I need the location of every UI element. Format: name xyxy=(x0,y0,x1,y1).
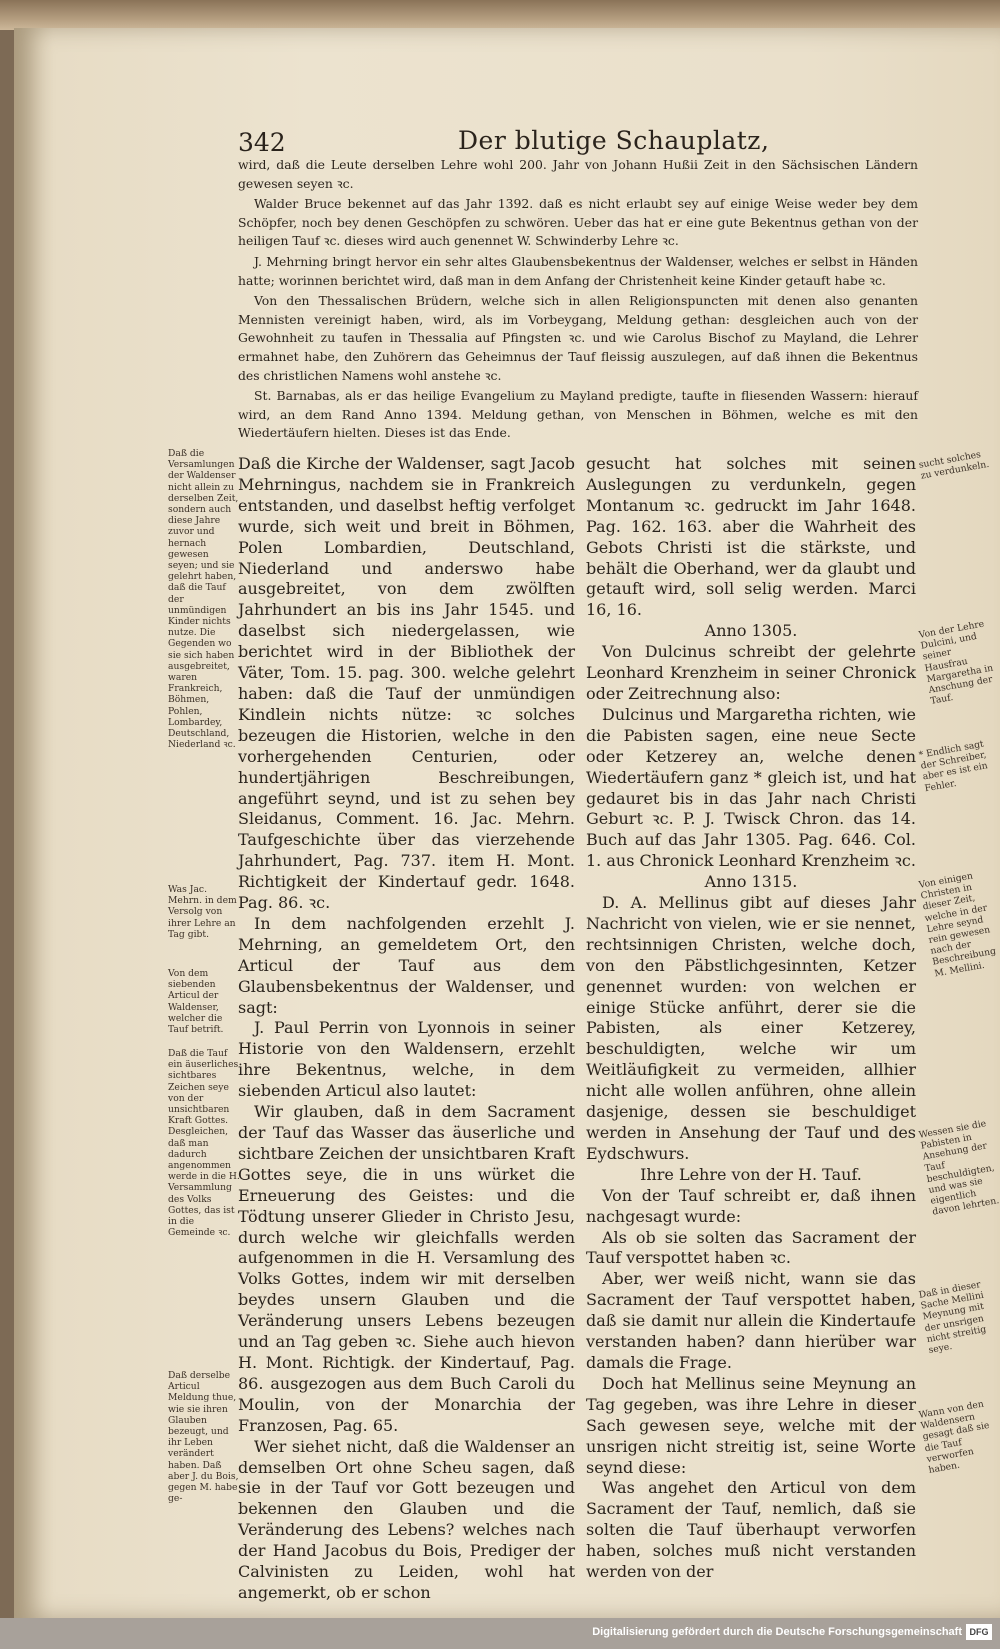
body-paragraph: Daß die Kirche der Waldenser, sagt Jacob Mehrningus, nachdem sie in Frankreich entstanden, und daselbst heftig verfolget wurde, sich weit und breit in Böhmen, Polen Lombardien, Deutschland, Niederland und anderswo habe ausgebreitet, von dem zwölften Jahrhundert an bis ins Jahr 1545. und daselbst sich niedergelassen, wie berichtet wird in der Bibliothek der Väter, Tom. 15. pag. 300. welche gelehrt haben: daß die Tauf der unmündigen Kindlein nichts nütze: ꝛc solches bezeugen die Historien, welche in den vorhergehenden Centurien, oder hundertjährigen Beschreibungen, angeführt seynd, und ist zu sehen bey Sleidanus, Comment. 16. Jac. Mehrn. Taufgeschichte über das vierzehende Jahrhundert, Pag. 737. item H. Mont. Richtigkeit der Kindertauf gedr. 1648. Pag. 86. ꝛc. xyxy=(238,454,575,913)
left-column xyxy=(238,454,575,1604)
margin-note-left: Was Jac. Mehrn. in dem Versolg von ihrer Lehre an Tag gibt. xyxy=(168,884,237,940)
year-heading: Anno 1305. xyxy=(704,621,798,641)
margin-note-left: Daß derselbe Articul Meldung thue, wie sie ihren Glauben bezeugt, und ihr Leben verändert haben. Daß aber J. du Bois, gegen M. habe ge- xyxy=(168,1370,239,1505)
section-subheading: Ihre Lehre von der H. Tauf. xyxy=(640,1164,862,1184)
body-paragraph: Aber, wer weiß nicht, wann sie das Sacrament der Tauf verspottet haben, daß sie damit nur allein die Kindertaufe verstanden haben? dann hierüber war damals die Frage. xyxy=(586,1269,916,1372)
margin-note-left: Daß die Versamlungen der Waldenser nicht allein zu derselben Zeit, sondern auch diese Jahre zuvor und hernach gewesen seyen; und sie gelehrt haben, daß die Tauf der unmündigen Kinder nichts nutze. Die Gegenden wo sie sich haben ausgebreitet, waren Frankreich, Böhmen, Pohlen, Lombardey, Deutschland, Niederland ꝛc. xyxy=(168,448,239,751)
body-paragraph: D. A. Mellinus gibt auf dieses Jahr Nachricht von vielen, wie er sie nennet, rechtsinnigen Christen, welche doch, von den Päbstlichgesinnten, Ketzer genennet wurden: von welchen er einige Stücke anführt, derer sie die Pabisten, als einer Ketzerey, beschuldigten, welche wir um Weitläufigkeit zu vermeiden, allhier nicht alle wollen anführen, ohne allein dasjenige, dessen sie beschuldiget werden in Ansehung der Tauf und des Eydschwurs. xyxy=(586,893,916,1163)
year-heading: Anno 1315. xyxy=(704,872,798,892)
margin-note-right: * Endlich sagt der Schreiber, aber es ist ein Fehler. xyxy=(918,738,989,794)
margin-note-right: Wann von den Waldensern gesagt daß sie die Tauf verworfen haben. xyxy=(918,1398,991,1476)
running-head: Der blutige Schauplatz, xyxy=(458,126,770,155)
body-paragraph: Was angehet den Articul von dem Sacrament der Tauf, nemlich, daß sie solten die Tauf überhaupt verworfen haben, solches muß nicht verstanden werden von der xyxy=(586,1478,916,1582)
intro-paragraph: wird, daß die Leute derselben Lehre wohl 200. Jahr von Johann Hußii Zeit in den Sächsischen Ländern gewesen seyen ꝛc. xyxy=(238,157,918,191)
funding-note: Digitalisierung gefördert durch die Deutsche Forschungsgemeinschaft xyxy=(592,1626,962,1638)
footer-bar xyxy=(0,1618,1000,1649)
body-paragraph: Als ob sie solten das Sacrament der Tauf verspottet haben ꝛc. xyxy=(586,1227,916,1268)
margin-note-left: Daß die Tauf ein äuserliches sichtbares Zeichen seye von der unsichtbaren Kraft Gottes. Desgleichen, daß man dadurch angenommen werde in die H. Versammlung des Volks Gottes, das ist in die Gemeinde ꝛc. xyxy=(168,1048,240,1239)
body-paragraph: Doch hat Mellinus seine Meynung an Tag gegeben, was ihre Lehre in dieser Sach gewesen seye, welche mit der unsrigen nicht streitig ist, seine Worte seynd diese: xyxy=(586,1373,916,1477)
margin-note-left: Von dem siebenden Articul der Waldenser, welcher die Tauf betrift. xyxy=(168,968,224,1036)
dfg-logo: DFG xyxy=(966,1624,992,1640)
margin-note-right: sucht solches zu verdunkeln. xyxy=(918,449,991,482)
intro-block xyxy=(238,156,918,445)
body-paragraph: Wer siehet nicht, daß die Waldenser an demselben Ort ohne Scheu sagen, daß sie in der Tauf vor Gott bezeugen und bekennen den Glauben und die Veränderung des Lebens? welches nach der Hand Jacobus du Bois, Prediger der Calvinisten zu Leiden, wohl hat angemerkt, ob er schon xyxy=(238,1436,575,1602)
body-paragraph: Wir glauben, daß in dem Sacrament der Tauf das Wasser das äuserliche und sichtbare Zeichen der unsichtbaren Kraft Gottes seye, die in uns würket die Erneuerung des Geistes: und die Tödtung unserer Glieder in Christo Jesu, durch welche wir gleichfalls werden aufgenommen in die H. Versamlung des Volks Gottes, indem wir mit derselben beydes unsern Glauben und die Veränderung unsers Lebens bezeugen und an Tag geben ꝛc. Siehe auch hievon H. Mont. Richtigk. der Kindertauf, Pag. 86. ausgezogen aus dem Buch Caroli du Moulin, von der Monarchia der Franzosen, Pag. 65. xyxy=(238,1102,575,1435)
intro-paragraph: Von den Thessalischen Brüdern, welche sich in allen Religionspuncten mit denen also genanten Mennisten vereinigt haben, wird, als im Vorbeygang, Meldung gethan: desgleichen auch von der Gewohnheit zu taufen in Thessalia auf Pfingsten ꝛc. und wie Carolus Bischof zu Mayland, die Lehrer ermahnet habe, den Zuhörern das Geheimnus der Tauf fleissig auszulegen, auf daß ihnen die Bekentnus des christlichen Namens wohl anstehe ꝛc. xyxy=(238,293,918,383)
margin-note-right: Von der Lehre Dulcini, und seiner Hausfrau Margaretha in Anschung der Tauf. xyxy=(918,618,994,708)
margin-note-right: Daß in dieser Sache Mellini Meynung mit der unsrigen nicht streitig seye. xyxy=(918,1279,987,1356)
body-paragraph: gesucht hat solches mit seinen Auslegungen zu verdunkeln, gegen Montanum ꝛc. gedruckt im Jahr 1648. Pag. 162. 163. aber die Wahrheit des Gebots Christi ist die stärkste, und behält die Oberhand, wer da glaubt und getauft wird, soll selig werden. Marci 16, 16. xyxy=(586,454,916,620)
right-column xyxy=(586,454,916,1583)
body-paragraph: Von Dulcinus schreibt der gelehrte Leonhard Krenzheim in seiner Chronick oder Zeitrechnung also: xyxy=(586,642,916,703)
margin-note-right: Wessen sie die Pabisten in Ansehung der Tauf beschuldigten, und was sie eigentlich davon lehrten. xyxy=(918,1118,1000,1219)
intro-paragraph: J. Mehrning bringt hervor ein sehr altes Glaubensbekentnus der Waldenser, welches er selbst in Händen hatte; worinnen berichtet wird, daß man in dem Anfang der Christenheit keine Kinder getauft habe ꝛc. xyxy=(238,253,918,288)
intro-paragraph: St. Barnabas, als er das heilige Evangelium zu Mayland predigte, taufte in fliesenden Wassern: hierauf wird, an dem Rand Anno 1394. Meldung gethan, von Menschen in Böhmen, welche es mit den Wiedertäufern hielten. Dieses ist das Ende. xyxy=(238,388,918,441)
intro-paragraph: Walder Bruce bekennet auf das Jahr 1392. daß es nicht erlaubt sey auf einige Weise weder bey dem Schöpfer, noch bey denen Geschöpfen zu schwören. Ueber das hat er eine gute Bekentnus gethan von der heiligen Tauf ꝛc. dieses wird auch genennet W. Schwinderby Lehre ꝛc. xyxy=(238,196,918,249)
body-paragraph: Von der Tauf schreibt er, daß ihnen nachgesagt wurde: xyxy=(586,1185,916,1226)
margin-note-right: Von einigen Christen in dieser Zeit, welche in der Lehre seynd rein gewesen nach der Beschreibung M. Mellini. xyxy=(918,870,997,980)
body-paragraph: J. Paul Perrin von Lyonnois in seiner Historie von den Waldensern, erzehlt ihre Bekentnus, welche, in dem siebenden Articul also lautet: xyxy=(238,1018,575,1101)
body-paragraph: In dem nachfolgenden erzehlt J. Mehrning, an gemeldetem Ort, den Articul der Tauf aus dem Glaubensbekentnus der Waldenser, und sagt: xyxy=(238,913,575,1017)
book-top-edge xyxy=(0,0,1000,30)
page-number: 342 xyxy=(238,128,286,157)
body-paragraph: Dulcinus und Margaretha richten, wie die Pabisten sagen, eine neue Secte oder Ketzerey an, welche denen Wiedertäufern ganz * gleich ist, und hat gedauret bis in das Jahr nach Christi Geburt ꝛc. P. J. Twisck Chron. das 14. Buch auf das Jahr 1305. Pag. 646. Col. 1. aus Chronick Leonhard Krenzheim ꝛc. xyxy=(586,704,916,871)
